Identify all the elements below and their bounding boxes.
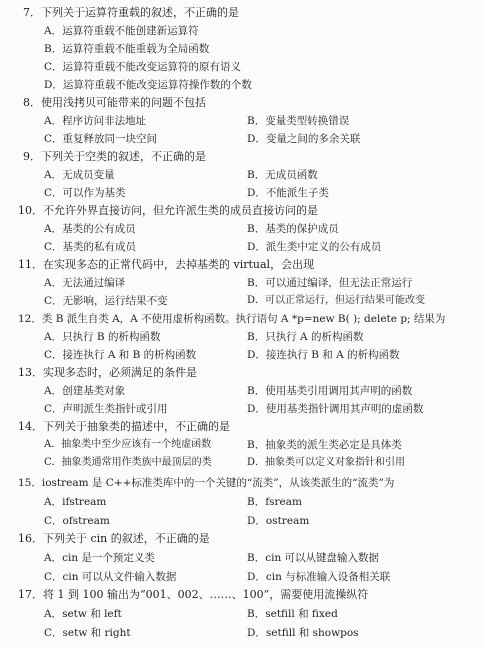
question-stem: 14．下列关于抽象类的描述中，不正确的是 [18,420,230,433]
question-10 [0,204,484,258]
question-stem: 7．下列关于运算符重载的叙述，不正确的是 [23,6,239,19]
option-b: B．只执行 A 的析构函数 [247,331,364,343]
option-a: A．程序访问非法地址 [44,115,147,127]
option-a: A．无成员变量 [44,169,115,181]
question-stem: 16．下列关于 cin 的叙述，不正确的是 [18,532,210,545]
option-c: C．cin 可以从文件输入数据 [44,571,177,583]
question-stem: 17．将 1 到 100 输出为“001、002、……、100”，需要使用流操纵符 [18,588,369,601]
option-c: C．setw 和 right [44,627,131,639]
question-9 [0,150,484,204]
option-d: D．cin 与标准输入设备相关联 [247,571,391,583]
question-7 [0,6,484,96]
option-b: B．cin 可以从键盘输入数据 [247,552,380,564]
option-d: D．抽象类可以定义对象指针和引用 [247,457,406,468]
question-stem: 15．iostream 是 C++标准类库中的一个关键的“流类”，从该类派生的“流类”为 [18,477,395,489]
option-b: B．使用基类引用调用其声明的函数 [247,385,413,397]
option-d: D．接连执行 B 和 A 的析构函数 [247,349,400,361]
question-14 [0,420,484,474]
option-b: B．fsream [247,496,302,508]
question-stem: 9．下列关于空类的叙述，不正确的是 [23,150,206,163]
option-a: A．运算符重载不能创建新运算符 [44,25,199,37]
option-b: B．运算符重载不能重载为全局函数 [44,43,210,55]
option-c: C．接连执行 A 和 B 的析构函数 [44,349,197,361]
option-c: C．可以作为基类 [44,187,126,199]
option-d: D．可以正常运行，但运行结果可能改变 [247,295,426,306]
option-a: A．cin 是一个预定义类 [44,552,155,564]
option-a: A．无法通过编译 [44,277,126,289]
question-17 [0,588,484,644]
option-d: D．ostream [247,515,310,527]
question-stem: 10．不允许外界直接访问，但允许派生类的成员直接访问的是 [18,204,318,217]
option-c: C．声明派生类指针或引用 [44,403,168,415]
option-a: A．抽象类中至少应该有一个纯虚函数 [44,439,212,450]
question-16 [0,532,484,588]
option-b: B．变量类型转换错误 [247,115,350,127]
question-8 [0,96,484,150]
question-stem: 13．实现多态时，必须满足的条件是 [18,366,197,379]
option-a: A．setw 和 left [44,608,122,620]
option-c: C．基类的私有成员 [44,241,137,253]
option-c: C．抽象类通常用作类族中最顶层的类 [44,457,212,468]
option-a: A．创建基类对象 [44,385,126,397]
option-d: D．变量之间的多余关联 [247,133,361,145]
question-stem: 8．使用浅拷贝可能带来的问题不包括 [23,96,206,109]
option-d: D．运算符重载不能改变运算符操作数的个数 [44,79,252,91]
option-c: C．重复释放同一块空间 [44,133,158,145]
option-b: B．可以通过编译，但无法正常运行 [247,277,413,289]
option-b: B．setfill 和 fixed [247,608,338,620]
question-stem: 11．在实现多态的正常代码中，去掉基类的 virtual，会出现 [18,258,315,271]
option-c: C．ofstream [44,515,110,527]
question-15 [0,476,484,532]
question-11 [0,258,484,312]
option-d: D．setfill 和 showpos [247,627,359,639]
option-c: C．无影响，运行结果不变 [44,295,168,307]
option-c: C．运算符重载不能改变运算符的原有语义 [44,61,242,73]
option-a: A．ifstream [44,496,107,508]
option-a: A．只执行 B 的析构函数 [44,331,161,343]
option-a: A．基类的公有成员 [44,223,136,235]
question-13 [0,366,484,420]
option-b: B．抽象类的派生类必定是具体类 [247,439,402,451]
option-d: D．使用基类指针调用其声明的虚函数 [247,403,424,415]
question-12 [0,312,484,366]
question-stem: 12．类 B 派生自类 A，A 不使用虚析构函数。执行语句 A *p=new B( ); delete p; 结果为 [18,313,446,325]
option-b: B．无成员函数 [247,169,318,181]
option-d: D．不能派生子类 [247,187,329,199]
option-b: B．基类的保护成员 [247,223,339,235]
option-d: D．派生类中定义的公有成员 [247,241,382,253]
